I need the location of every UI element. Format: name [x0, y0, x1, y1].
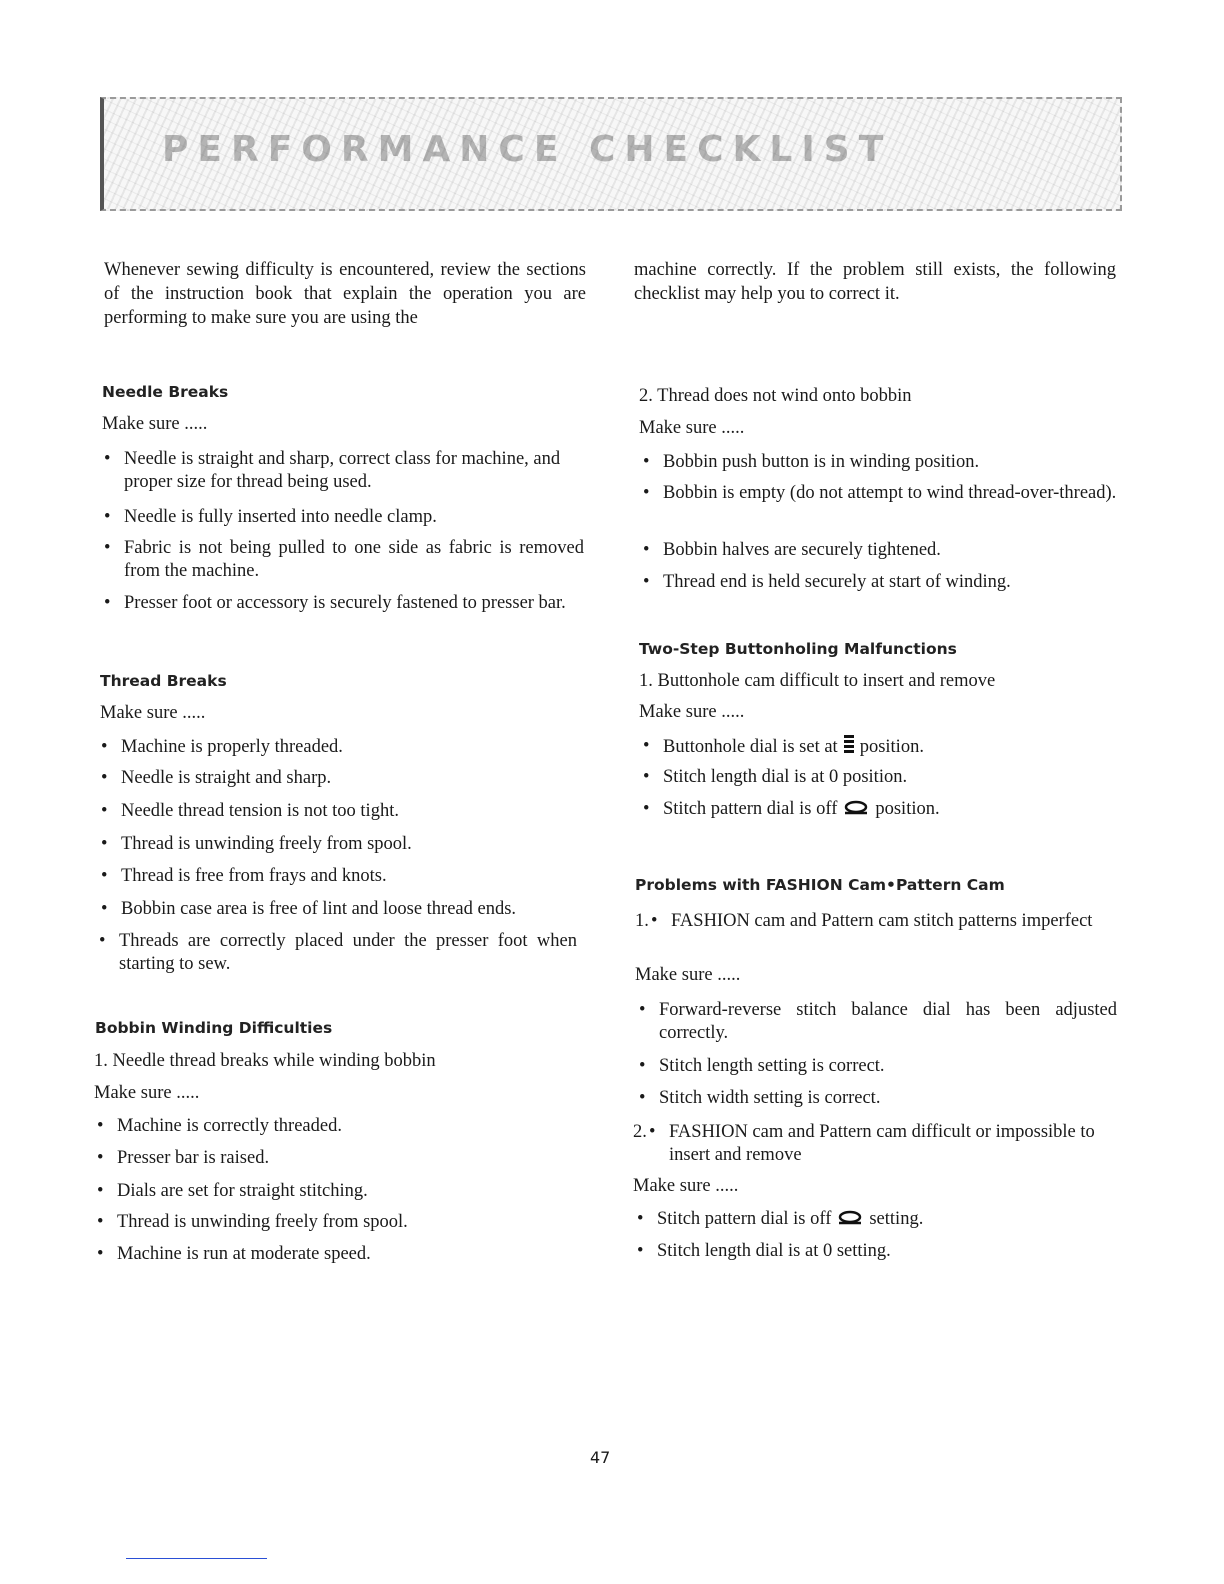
- list-item: • Bobbin is empty (do not attempt to wind thread-over-thread).: [663, 482, 1119, 505]
- bobbin-winding-heading: Bobbin Winding Difficulties: [95, 1019, 333, 1037]
- list-item: • Thread is free from frays and knots.: [121, 865, 581, 888]
- buttonhole-dial-icon: [844, 735, 854, 755]
- pattern-off-icon: [837, 1210, 863, 1226]
- list-item: • Stitch width setting is correct.: [659, 1087, 1115, 1110]
- list-item: • Forward-reverse stitch balance dial has been adjusted correctly.: [659, 999, 1117, 1045]
- fashion-cam-heading: Problems with FASHION Cam•Pattern Cam: [635, 876, 1005, 894]
- list-item: • Needle is straight and sharp, correct class for machine, and proper size for thread being used.: [124, 448, 584, 494]
- problem-label: [635, 910, 1111, 933]
- list-item: • Thread end is held securely at start of winding.: [663, 571, 1119, 594]
- list-item: • Bobbin case area is free of lint and loose thread ends.: [121, 898, 581, 921]
- make-sure-label: Make sure .....: [102, 414, 208, 434]
- make-sure-label: Make sure .....: [639, 418, 745, 438]
- problem-text: FASHION cam and Pattern cam difficult or impossible to insert and remove: [669, 1122, 1095, 1165]
- list-item: • Machine is correctly threaded.: [117, 1115, 577, 1138]
- item-text: Stitch pattern dial is off: [657, 1209, 832, 1229]
- problem-number: • 2.: [633, 1122, 647, 1142]
- list-item: • Bobbin halves are securely tightened.: [663, 539, 1119, 562]
- list-item: • Presser foot or accessory is securely fastened to presser bar.: [124, 592, 584, 615]
- list-item: • Needle thread tension is not too tight.: [121, 800, 581, 823]
- list-item: • Machine is properly threaded.: [121, 736, 581, 759]
- make-sure-label: Make sure .....: [94, 1083, 200, 1103]
- item-text: setting.: [869, 1209, 924, 1229]
- pattern-off-icon: [843, 800, 869, 816]
- problem-label: 1. Needle thread breaks while winding bobbin: [94, 1051, 436, 1071]
- list-item: [663, 735, 1119, 759]
- list-item: • Needle is straight and sharp.: [121, 767, 581, 790]
- intro-right: machine correctly. If the problem still exists, the following checklist may help you to correct it.: [634, 260, 1116, 304]
- thread-breaks-heading: Thread Breaks: [100, 672, 227, 690]
- list-item: [657, 1208, 1113, 1231]
- title-banner: [100, 97, 1122, 211]
- page-title: PERFORMANCE CHECKLIST: [162, 129, 893, 170]
- item-text: position.: [875, 799, 940, 819]
- list-item: • Stitch length setting is correct.: [659, 1055, 1115, 1078]
- problem-label: [633, 1121, 1109, 1167]
- make-sure-label: Make sure .....: [635, 965, 741, 985]
- list-item: • Needle is fully inserted into needle clamp.: [124, 506, 584, 529]
- item-text: Stitch pattern dial is off: [663, 799, 838, 819]
- problem-number: • 1.: [635, 911, 649, 931]
- needle-breaks-heading: Needle Breaks: [102, 383, 229, 401]
- list-item: • Presser bar is raised.: [117, 1147, 577, 1170]
- make-sure-label: Make sure .....: [100, 703, 206, 723]
- buttonholing-heading: Two-Step Buttonholing Malfunctions: [639, 640, 957, 658]
- list-item: • Dials are set for straight stitching.: [117, 1180, 577, 1203]
- list-item: • Bobbin push button is in winding position.: [663, 451, 1119, 474]
- list-item: [663, 798, 1119, 821]
- list-item: • Thread is unwinding freely from spool.: [121, 833, 581, 856]
- list-item: • Threads are correctly placed under the presser foot when starting to sew.: [119, 930, 577, 976]
- list-item: • Stitch length dial is at 0 setting.: [657, 1240, 1113, 1263]
- problem-text: FASHION cam and Pattern cam stitch patterns imperfect: [671, 911, 1093, 931]
- item-text: Buttonhole dial is set at: [663, 737, 838, 757]
- list-item: • Fabric is not being pulled to one side as fabric is removed from the machine.: [124, 537, 584, 583]
- problem-label: 1. Buttonhole cam difficult to insert and remove: [639, 671, 996, 691]
- list-item: • Thread is unwinding freely from spool.: [117, 1211, 577, 1234]
- make-sure-label: Make sure .....: [639, 702, 745, 722]
- footer-rule: [126, 1558, 267, 1559]
- list-item: • Stitch length dial is at 0 position.: [663, 766, 1119, 789]
- make-sure-label: Make sure .....: [633, 1176, 739, 1196]
- list-item: • Machine is run at moderate speed.: [117, 1243, 577, 1266]
- problem-label: 2. Thread does not wind onto bobbin: [639, 386, 912, 406]
- item-text: position.: [859, 737, 924, 757]
- page-number: 47: [590, 1448, 611, 1467]
- intro-left: Whenever sewing difficulty is encountered, review the sections of the instruction book that explain the operation you are performing to make sure you are using the: [104, 260, 586, 328]
